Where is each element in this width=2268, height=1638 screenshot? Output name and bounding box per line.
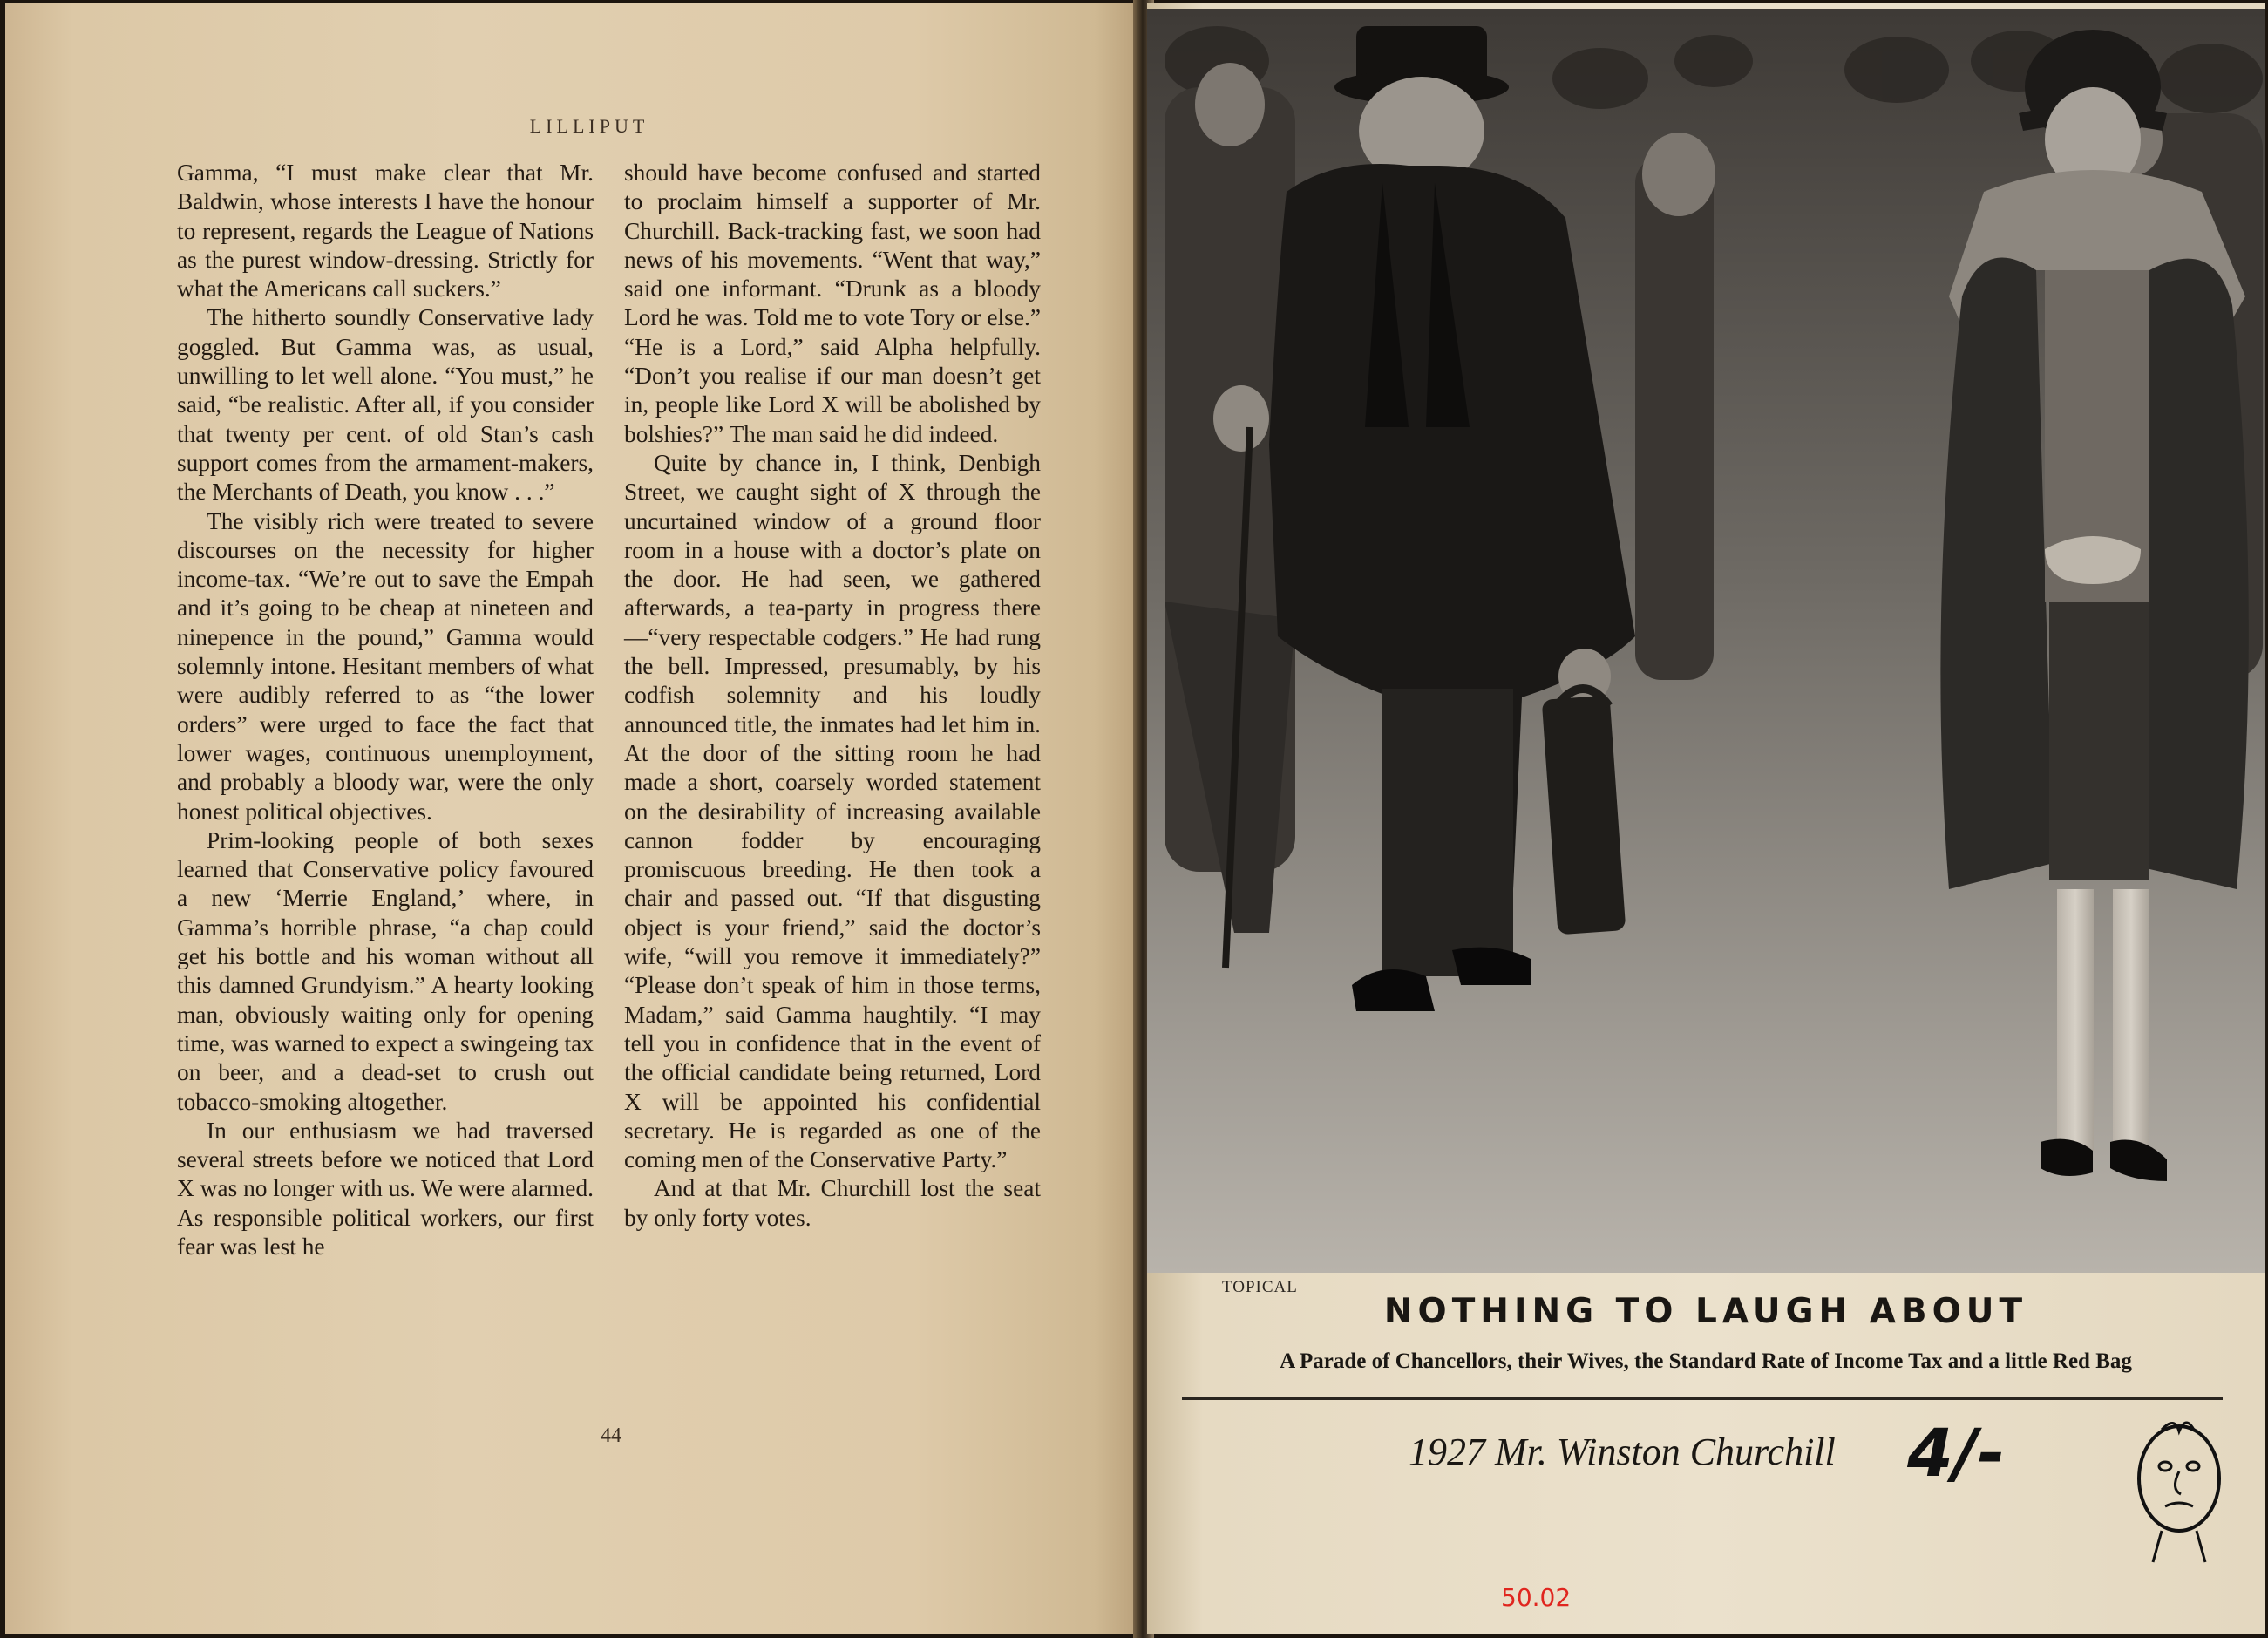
right-page (1147, 3, 2265, 1634)
photo-credit: TOPICAL (1222, 1278, 1298, 1296)
cartoon-face-icon (2127, 1409, 2231, 1566)
paragraph: The hitherto soundly Conservative lady goggled. But Gamma was, as usual, unwilling to let well alone. “You must,” he said, “be realistic. After all, if you consider that twenty per cent. of old Stan’s cash support comes from the armament-makers, the Merchants of Death, you know . . .” (177, 304, 594, 506)
tax-rate: 4/- (1907, 1414, 2006, 1492)
paragraph: Gamma, “I must make clear that Mr. Baldwin, whose interests I have the honour to represent, regards the League of Nations as the purest window-dressing. Strictly for what the Americans call suckers.” (177, 160, 594, 302)
paragraph: Quite by chance in, I think, Denbigh Street, we caught sight of X through the uncurtained window of a ground floor room in a house with a doctor’s plate on the door. He had seen, we gathered afterwards, a tea-party in progress there—“very respectable codgers.” He had rung the bell. Impressed, presumably, by his codfish solemnity and his loudly announced title, the inmates had let him in. At the door of the sitting room he had made a short, coarsely worded statement on the desirability of increasing available cannon fodder by encouraging promiscuous breeding. He then took a chair and passed out. “If that disgusting object is your friend,” said the doctor’s wife, “will you remove it immediately?” “Please don’t speak of him in those terms, Madam,” said Gamma haughtily. “I may tell you in confidence that in the event of the official candidate being returned, Lord X will be appointed his confidential secretary. He is regarded as one of the coming men of the Conservative Party.” (624, 449, 1041, 1173)
paragraph: should have become confused and started to proclaim himself a supporter of Mr. Churchill. Back-tracking fast, we soon had news of his movements. “Went that way,” said one informant. “Drunk as a bloody Lord he was. Told me to vote Tory or else.” “He is a Lord,” said Alpha helpfully. “Don’t you realise if our man doesn’t get in, people like Lord X will be abolished by bolshies?” The man said he did indeed. (624, 160, 1041, 447)
paragraph: And at that Mr. Churchill lost the seat by only forty votes. (624, 1175, 1041, 1231)
paragraph: Prim-looking people of both sexes learned that Conservative policy favoured a new ‘Merrie England,’ where, in Gamma’s horrible phrase, “a chap could get his bottle and his woman without all this damned Grundyism.” A hearty looking man, obviously waiting only for opening time, was warned to expect a swingeing tax on beer, and a dead-set to crush out tobacco-smoking altogether. (177, 826, 594, 1115)
subheadline: A Parade of Chancellors, their Wives, the Standard Rate of Income Tax and a little Red Bag (1280, 1349, 2132, 1373)
text-column-1 (177, 159, 594, 1261)
headline: NOTHING TO LAUGH ABOUT (1383, 1292, 2028, 1331)
left-page (5, 3, 1140, 1634)
paragraph: In our enthusiasm we had traversed several streets before we noticed that Lord X was no longer with us. We were alarmed. As responsible political workers, our first fear was lest he (177, 1117, 594, 1260)
photo-caption: 1927 Mr. Winston Churchill (1409, 1431, 1836, 1473)
paragraph: The visibly rich were treated to severe discourses on the necessity for higher income-tax. “We’re out to save the Empah and it’s going to be cheap at nineteen and ninepence in the pound,” Gamma would solemnly intone. Hesitant members of what were audibly referred to as “the lower orders” were urged to face the fact that lower wages, continuous unemployment, and probably a bloody war, were the only honest political objectives. (177, 507, 594, 825)
running-head: LILLIPUT (529, 115, 649, 137)
page-number: 44 (601, 1424, 621, 1447)
archive-id: 50.02 (1501, 1583, 1572, 1612)
divider-rule (1182, 1397, 2223, 1400)
photograph (1147, 9, 2265, 1273)
text-column-2 (624, 159, 1041, 1233)
